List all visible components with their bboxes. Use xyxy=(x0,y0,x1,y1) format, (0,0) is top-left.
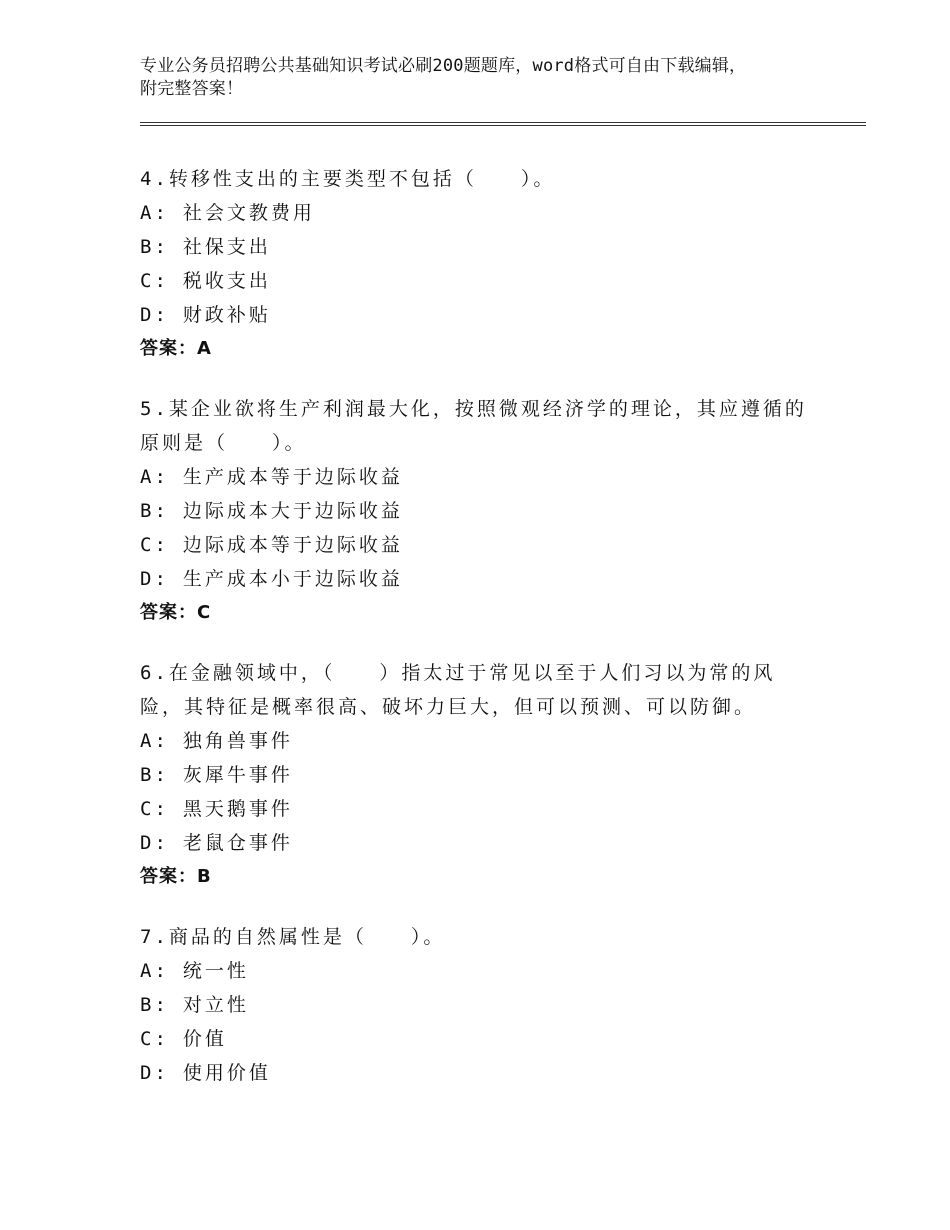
option-letter: B: xyxy=(140,500,169,522)
question-list xyxy=(140,162,840,1116)
option-letter: A: xyxy=(140,466,169,488)
option-text: 统一性 xyxy=(182,960,249,982)
answer-option xyxy=(140,724,840,758)
option-text: 边际成本等于边际收益 xyxy=(182,534,403,556)
answer-option xyxy=(140,264,840,298)
answer-option xyxy=(140,988,840,1022)
header-line-1: 专业公务员招聘公共基础知识考试必刷200题题库，word格式可自由下载编辑， xyxy=(140,56,747,76)
option-text: 社会文教费用 xyxy=(182,202,315,224)
answer-option xyxy=(140,792,840,826)
option-letter: C: xyxy=(140,534,169,556)
option-letter: C: xyxy=(140,798,169,820)
answer-key: 答案：B xyxy=(140,866,212,887)
option-letter: B: xyxy=(140,764,169,786)
option-text: 生产成本小于边际收益 xyxy=(182,568,403,590)
option-text: 灰犀牛事件 xyxy=(182,764,293,786)
header-divider-top xyxy=(140,122,866,123)
question-block xyxy=(140,392,840,630)
option-text: 老鼠仓事件 xyxy=(182,832,293,854)
answer-option xyxy=(140,494,840,528)
answer-option xyxy=(140,230,840,264)
option-letter: A: xyxy=(140,202,169,224)
option-letter: C: xyxy=(140,1028,169,1050)
option-text: 黑天鹅事件 xyxy=(182,798,293,820)
answer-option xyxy=(140,1056,840,1090)
answer-option xyxy=(140,460,840,494)
answer-key: 答案：C xyxy=(140,602,212,623)
header-divider-bottom xyxy=(140,125,866,126)
answer-option xyxy=(140,196,840,230)
option-letter: D: xyxy=(140,568,169,590)
header-line-2: 附完整答案！ xyxy=(140,79,244,99)
option-letter: C: xyxy=(140,270,169,292)
question-stem: 险，其特征是概率很高、破坏力巨大，但可以预测、可以防御。 xyxy=(140,696,757,718)
answer-option xyxy=(140,758,840,792)
question-stem: 6.在金融领域中，（ ）指太过于常见以至于人们习以为常的风 xyxy=(140,662,776,684)
option-letter: D: xyxy=(140,1062,169,1084)
answer-option xyxy=(140,562,840,596)
option-letter: B: xyxy=(140,994,169,1016)
option-text: 对立性 xyxy=(182,994,249,1016)
option-text: 边际成本大于边际收益 xyxy=(182,500,403,522)
question-block xyxy=(140,920,840,1090)
question-block xyxy=(140,656,840,894)
answer-option xyxy=(140,954,840,988)
option-letter: D: xyxy=(140,832,169,854)
option-text: 财政补贴 xyxy=(182,304,271,326)
answer-option xyxy=(140,528,840,562)
option-letter: A: xyxy=(140,960,169,982)
option-letter: B: xyxy=(140,236,169,258)
option-letter: D: xyxy=(140,304,169,326)
question-block xyxy=(140,162,840,366)
answer-option xyxy=(140,1022,840,1056)
option-text: 生产成本等于边际收益 xyxy=(182,466,403,488)
answer-option xyxy=(140,826,840,860)
document-header xyxy=(140,55,840,101)
option-text: 使用价值 xyxy=(182,1062,271,1084)
answer-key: 答案：A xyxy=(140,338,212,359)
option-text: 社保支出 xyxy=(182,236,271,258)
option-text: 税收支出 xyxy=(182,270,271,292)
question-stem: 5.某企业欲将生产利润最大化，按照微观经济学的理论，其应遵循的 xyxy=(140,398,807,420)
question-stem: 4.转移性支出的主要类型不包括（ ）。 xyxy=(140,168,556,190)
option-letter: A: xyxy=(140,730,169,752)
option-text: 独角兽事件 xyxy=(182,730,293,752)
answer-option xyxy=(140,298,840,332)
option-text: 价值 xyxy=(182,1028,227,1050)
question-stem: 7.商品的自然属性是（ ）。 xyxy=(140,926,446,948)
question-stem: 原则是（ ）。 xyxy=(140,432,307,454)
